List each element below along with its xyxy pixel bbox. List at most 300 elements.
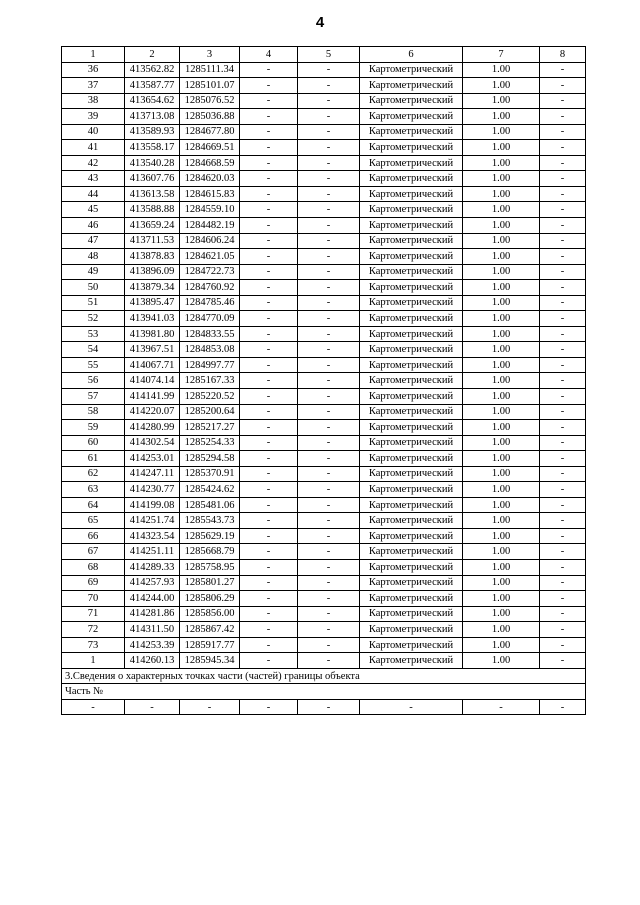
table-cell: 1284620.03 [180, 171, 240, 187]
table-cell: 413879.34 [125, 280, 180, 296]
table-cell: - [240, 326, 298, 342]
table-cell: 43 [62, 171, 125, 187]
table-cell: 50 [62, 280, 125, 296]
table-cell: 1.00 [463, 637, 540, 653]
table-cell: Картометрический [360, 109, 463, 125]
table-cell: 414260.13 [125, 653, 180, 669]
table-cell: 1.00 [463, 109, 540, 125]
table-cell: 1284833.55 [180, 326, 240, 342]
table-cell: 1.00 [463, 513, 540, 529]
table-cell: - [540, 560, 586, 576]
table-cell: Картометрический [360, 155, 463, 171]
table-cell: 414220.07 [125, 404, 180, 420]
table-cell: 47 [62, 233, 125, 249]
table-cell: - [540, 622, 586, 638]
table-cell: 1285424.62 [180, 482, 240, 498]
table-cell: - [240, 202, 298, 218]
table-cell: 1.00 [463, 62, 540, 78]
table-cell: 414302.54 [125, 435, 180, 451]
table-cell: 1284785.46 [180, 295, 240, 311]
table-cell: - [240, 295, 298, 311]
table-cell: 1285629.19 [180, 528, 240, 544]
table-cell: 1.00 [463, 497, 540, 513]
table-cell: - [298, 62, 360, 78]
table-cell: 1285167.33 [180, 373, 240, 389]
table-cell: - [298, 357, 360, 373]
table-cell: 1284559.10 [180, 202, 240, 218]
table-cell: Картометрический [360, 622, 463, 638]
table-row [62, 249, 586, 265]
table-cell: 413878.83 [125, 249, 180, 265]
table-cell: 59 [62, 420, 125, 436]
table-cell: - [298, 435, 360, 451]
table-cell: - [298, 420, 360, 436]
table-cell: Картометрический [360, 326, 463, 342]
table-cell: Картометрический [360, 497, 463, 513]
table-cell: 1284482.19 [180, 217, 240, 233]
table-cell: - [540, 653, 586, 669]
table-cell: Картометрический [360, 373, 463, 389]
table-cell: 414244.00 [125, 591, 180, 607]
table-cell: 1285220.52 [180, 388, 240, 404]
table-cell: - [240, 637, 298, 653]
table-cell: - [540, 264, 586, 280]
table-cell: 1284770.09 [180, 311, 240, 327]
table-cell: Картометрический [360, 482, 463, 498]
table-cell: - [298, 575, 360, 591]
table-cell: 413711.53 [125, 233, 180, 249]
table-cell: Картометрический [360, 451, 463, 467]
table-cell: 1285543.73 [180, 513, 240, 529]
table-cell: 413562.82 [125, 62, 180, 78]
table-cell: 413941.03 [125, 311, 180, 327]
table-cell: - [298, 78, 360, 94]
table-cell: 1285668.79 [180, 544, 240, 560]
table-cell: - [298, 373, 360, 389]
table-cell: 73 [62, 637, 125, 653]
table-cell: 1.00 [463, 186, 540, 202]
table-cell: 41 [62, 140, 125, 156]
table-row [62, 93, 586, 109]
table-cell: 39 [62, 109, 125, 125]
table-cell: 60 [62, 435, 125, 451]
table-cell: Картометрический [360, 62, 463, 78]
table-cell: 1 [62, 653, 125, 669]
table-cell: Картометрический [360, 233, 463, 249]
table-cell: 65 [62, 513, 125, 529]
table-cell: - [240, 606, 298, 622]
table-cell: - [298, 295, 360, 311]
table-row [62, 528, 586, 544]
column-header: 7 [463, 47, 540, 63]
table-cell: Картометрический [360, 466, 463, 482]
table-cell: 1284677.80 [180, 124, 240, 140]
table-row [62, 171, 586, 187]
table-cell: 413587.77 [125, 78, 180, 94]
table-cell: - [298, 280, 360, 296]
table-row [62, 186, 586, 202]
table-cell: - [240, 560, 298, 576]
table-cell: Картометрический [360, 186, 463, 202]
table-cell: - [298, 497, 360, 513]
table-row [62, 544, 586, 560]
table-cell: 413713.08 [125, 109, 180, 125]
table-cell: - [540, 435, 586, 451]
table-cell: 414289.33 [125, 560, 180, 576]
table-cell: 1.00 [463, 653, 540, 669]
table-cell: - [298, 155, 360, 171]
column-header: 1 [62, 47, 125, 63]
table-cell: 67 [62, 544, 125, 560]
table-cell: - [298, 217, 360, 233]
table-cell: 63 [62, 482, 125, 498]
table-cell: 413558.17 [125, 140, 180, 156]
table-cell: 413613.58 [125, 186, 180, 202]
table-cell: - [540, 326, 586, 342]
table-cell: - [298, 388, 360, 404]
table-cell: 1.00 [463, 482, 540, 498]
table-cell: 71 [62, 606, 125, 622]
table-cell: 42 [62, 155, 125, 171]
table-cell: 414281.86 [125, 606, 180, 622]
table-row [62, 482, 586, 498]
table-row [62, 326, 586, 342]
table-cell: 57 [62, 388, 125, 404]
column-number-header-row [62, 47, 586, 63]
table-cell: 413654.62 [125, 93, 180, 109]
table-cell: 1285806.29 [180, 591, 240, 607]
table-cell: 414074.14 [125, 373, 180, 389]
table-cell: - [463, 699, 540, 715]
table-cell: - [540, 388, 586, 404]
table-row [62, 109, 586, 125]
table-cell: 44 [62, 186, 125, 202]
table-cell: - [298, 466, 360, 482]
table-cell: - [540, 295, 586, 311]
table-cell: - [240, 497, 298, 513]
table-cell: Картометрический [360, 295, 463, 311]
table-cell: 1285945.34 [180, 653, 240, 669]
table-cell: - [62, 699, 125, 715]
table-cell: - [540, 466, 586, 482]
column-header: 3 [180, 47, 240, 63]
table-cell: - [240, 513, 298, 529]
table-cell: 49 [62, 264, 125, 280]
empty-part-row [62, 699, 586, 715]
table-row [62, 513, 586, 529]
table-cell: - [540, 342, 586, 358]
table-cell: - [298, 544, 360, 560]
table-cell: Картометрический [360, 264, 463, 280]
table-cell: 1.00 [463, 404, 540, 420]
table-cell: 1284615.83 [180, 186, 240, 202]
table-cell: 1.00 [463, 249, 540, 265]
table-cell: 1.00 [463, 280, 540, 296]
table-cell: - [540, 451, 586, 467]
table-cell: 64 [62, 497, 125, 513]
table-cell: - [540, 482, 586, 498]
table-cell: - [540, 357, 586, 373]
table-row [62, 124, 586, 140]
table-cell: 414253.39 [125, 637, 180, 653]
table-cell: Картометрический [360, 544, 463, 560]
table-cell: 1285370.91 [180, 466, 240, 482]
table-cell: Картометрический [360, 606, 463, 622]
table-cell: 1285036.88 [180, 109, 240, 125]
table-row [62, 497, 586, 513]
table-cell: - [180, 699, 240, 715]
table-cell: 1.00 [463, 560, 540, 576]
table-cell: 1.00 [463, 622, 540, 638]
table-cell: - [298, 326, 360, 342]
table-cell: 413981.80 [125, 326, 180, 342]
table-cell: - [360, 699, 463, 715]
table-cell: - [240, 575, 298, 591]
table-cell: - [298, 451, 360, 467]
table-cell: - [540, 637, 586, 653]
table-cell: 1285917.77 [180, 637, 240, 653]
table-cell: - [298, 342, 360, 358]
table-cell: 1284997.77 [180, 357, 240, 373]
table-row [62, 420, 586, 436]
table-cell: 414280.99 [125, 420, 180, 436]
table-row [62, 78, 586, 94]
table-cell: Картометрический [360, 171, 463, 187]
table-cell: - [298, 202, 360, 218]
table-cell: 414199.08 [125, 497, 180, 513]
table-cell: 38 [62, 93, 125, 109]
table-cell: 36 [62, 62, 125, 78]
table-cell: Картометрический [360, 249, 463, 265]
page-number: 4 [315, 14, 325, 31]
table-cell: 69 [62, 575, 125, 591]
table-cell: - [298, 311, 360, 327]
table-cell: - [240, 482, 298, 498]
table-cell: 1.00 [463, 264, 540, 280]
table-cell: - [298, 140, 360, 156]
table-cell: - [240, 404, 298, 420]
table-cell: - [540, 217, 586, 233]
table-cell: - [540, 420, 586, 436]
table-cell: - [240, 466, 298, 482]
table-cell: 61 [62, 451, 125, 467]
table-cell: - [240, 249, 298, 265]
table-row [62, 435, 586, 451]
table-cell: 1.00 [463, 202, 540, 218]
table-cell: 1.00 [463, 140, 540, 156]
table-cell: - [540, 528, 586, 544]
table-cell: - [240, 155, 298, 171]
table-cell: 66 [62, 528, 125, 544]
table-cell: 53 [62, 326, 125, 342]
table-cell: - [298, 528, 360, 544]
table-cell: - [298, 404, 360, 420]
table-cell: - [240, 124, 298, 140]
table-cell: - [240, 699, 298, 715]
table-cell: 414067.71 [125, 357, 180, 373]
table-cell: 413967.51 [125, 342, 180, 358]
table-cell: - [298, 249, 360, 265]
table-cell: 414257.93 [125, 575, 180, 591]
table-cell: 413540.28 [125, 155, 180, 171]
table-cell: - [240, 528, 298, 544]
table-cell: Картометрический [360, 435, 463, 451]
table-cell: 48 [62, 249, 125, 265]
table-cell: - [540, 109, 586, 125]
table-cell: 1285867.42 [180, 622, 240, 638]
table-cell: - [540, 186, 586, 202]
table-cell: 1.00 [463, 451, 540, 467]
table-cell: 414253.01 [125, 451, 180, 467]
table-row [62, 622, 586, 638]
table-cell: Картометрический [360, 404, 463, 420]
table-cell: Картометрический [360, 342, 463, 358]
table-row [62, 637, 586, 653]
table-cell: 1284722.73 [180, 264, 240, 280]
table-cell: - [540, 233, 586, 249]
table-cell: - [298, 124, 360, 140]
table-cell: - [240, 357, 298, 373]
table-cell: 62 [62, 466, 125, 482]
table-cell: 1.00 [463, 326, 540, 342]
table-cell: 52 [62, 311, 125, 327]
table-cell: - [240, 591, 298, 607]
table-row [62, 451, 586, 467]
column-header: 5 [298, 47, 360, 63]
table-cell: 413589.93 [125, 124, 180, 140]
table-cell: - [240, 653, 298, 669]
table-cell: Картометрический [360, 78, 463, 94]
table-cell: 1284606.24 [180, 233, 240, 249]
table-cell: - [540, 497, 586, 513]
table-cell: Картометрический [360, 653, 463, 669]
column-header: 8 [540, 47, 586, 63]
table-cell: 56 [62, 373, 125, 389]
table-cell: Картометрический [360, 202, 463, 218]
table-cell: - [240, 62, 298, 78]
table-cell: Картометрический [360, 513, 463, 529]
table-cell: - [540, 171, 586, 187]
boundary-points-table [61, 46, 586, 715]
table-cell: - [298, 653, 360, 669]
table-cell: 46 [62, 217, 125, 233]
table-cell: 1.00 [463, 78, 540, 94]
table-cell: - [540, 513, 586, 529]
table-row [62, 280, 586, 296]
table-cell: 414251.11 [125, 544, 180, 560]
table-row [62, 388, 586, 404]
table-cell: - [540, 699, 586, 715]
table-cell: 1.00 [463, 466, 540, 482]
table-cell: - [240, 140, 298, 156]
table-row [62, 264, 586, 280]
section-title: 3.Сведения о характерных точках части (частей) границы объекта [62, 668, 586, 684]
table-cell: - [540, 202, 586, 218]
section-title-row [62, 668, 586, 684]
table-row [62, 373, 586, 389]
table-cell: - [298, 560, 360, 576]
table-cell: 414141.99 [125, 388, 180, 404]
table-cell: 413607.76 [125, 171, 180, 187]
column-header: 6 [360, 47, 463, 63]
table-cell: 1.00 [463, 606, 540, 622]
table-cell: 1.00 [463, 591, 540, 607]
table-cell: - [540, 606, 586, 622]
table-cell: - [540, 373, 586, 389]
table-cell: Картометрический [360, 388, 463, 404]
table-cell: 1285481.06 [180, 497, 240, 513]
table-cell: 55 [62, 357, 125, 373]
table-cell: 1.00 [463, 124, 540, 140]
table-row [62, 575, 586, 591]
table-cell: 1285111.34 [180, 62, 240, 78]
table-cell: Картометрический [360, 591, 463, 607]
table-cell: 1.00 [463, 357, 540, 373]
table-cell: Картометрический [360, 124, 463, 140]
table-cell: Картометрический [360, 420, 463, 436]
table-cell: 1285200.64 [180, 404, 240, 420]
table-cell: 413659.24 [125, 217, 180, 233]
table-cell: - [540, 155, 586, 171]
table-cell: Картометрический [360, 560, 463, 576]
table-cell: 37 [62, 78, 125, 94]
table-row [62, 62, 586, 78]
table-row [62, 560, 586, 576]
table-cell: - [125, 699, 180, 715]
table-cell: - [540, 280, 586, 296]
table-cell: 1285254.33 [180, 435, 240, 451]
table-cell: 1.00 [463, 373, 540, 389]
table-cell: - [298, 109, 360, 125]
table-cell: 45 [62, 202, 125, 218]
table-cell: - [240, 622, 298, 638]
table-cell: - [540, 62, 586, 78]
table-cell: - [298, 513, 360, 529]
table-cell: - [240, 435, 298, 451]
points-table-body [62, 62, 586, 668]
table-cell: 54 [62, 342, 125, 358]
column-header: 4 [240, 47, 298, 63]
table-cell: - [240, 280, 298, 296]
table-cell: 58 [62, 404, 125, 420]
table-cell: - [298, 186, 360, 202]
table-cell: 414230.77 [125, 482, 180, 498]
table-row [62, 140, 586, 156]
table-cell: 1285801.27 [180, 575, 240, 591]
table-cell: 414247.11 [125, 466, 180, 482]
table-cell: 1.00 [463, 155, 540, 171]
table-cell: - [240, 186, 298, 202]
table-cell: Картометрический [360, 93, 463, 109]
table-cell: - [298, 482, 360, 498]
table-cell: - [240, 451, 298, 467]
column-header: 2 [125, 47, 180, 63]
table-cell: 1285294.58 [180, 451, 240, 467]
table-cell: 1285217.27 [180, 420, 240, 436]
table-cell: 1284621.05 [180, 249, 240, 265]
table-cell: 413895.47 [125, 295, 180, 311]
part-label-row [62, 684, 586, 700]
table-cell: Картометрический [360, 637, 463, 653]
table-row [62, 311, 586, 327]
table-cell: 1.00 [463, 93, 540, 109]
table-cell: Картометрический [360, 217, 463, 233]
table-cell: - [540, 591, 586, 607]
table-cell: 414251.74 [125, 513, 180, 529]
table-cell: 1285076.52 [180, 93, 240, 109]
table-cell: - [540, 93, 586, 109]
table-cell: - [240, 109, 298, 125]
